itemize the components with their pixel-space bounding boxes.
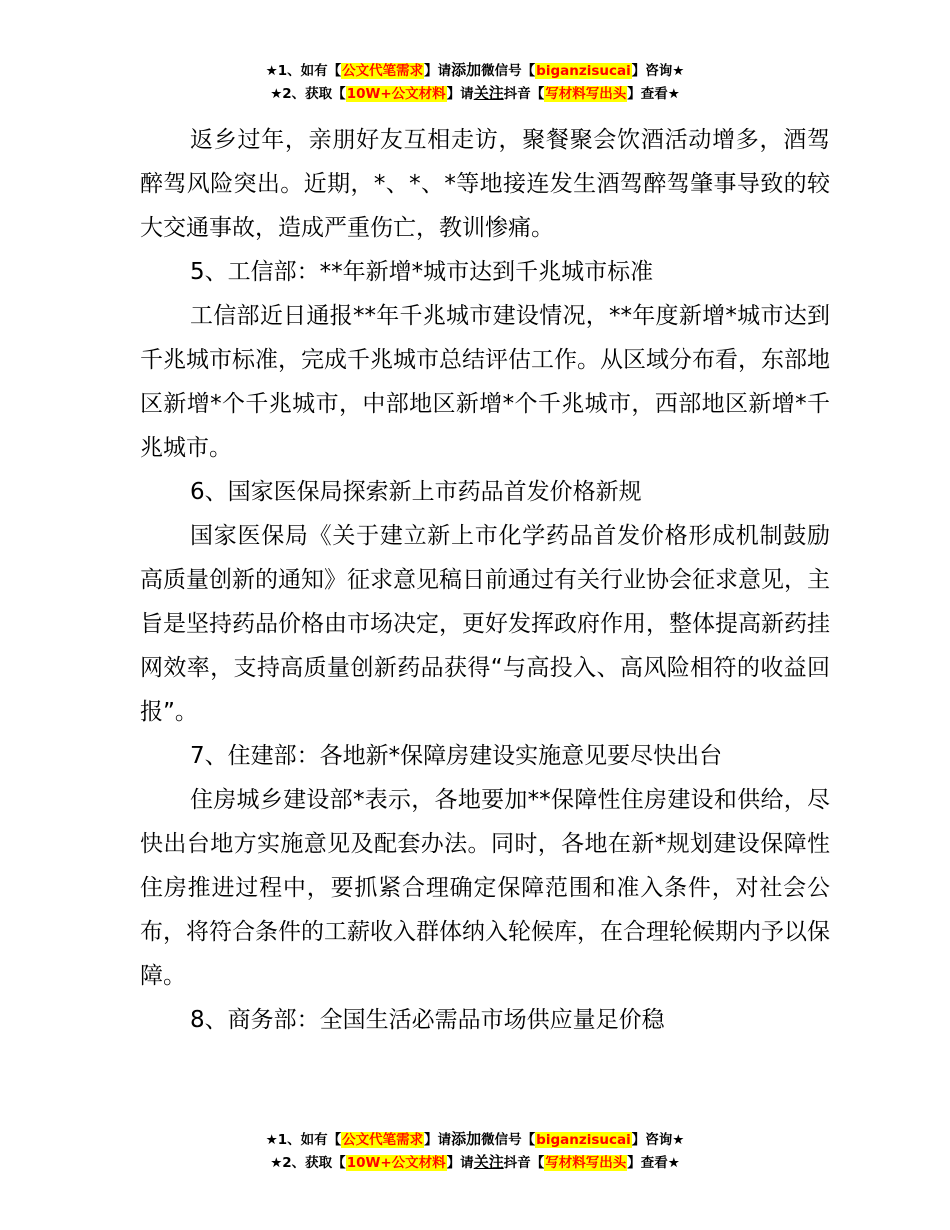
banner-text: ★1、如有【 [265, 63, 342, 79]
highlight-ghostwriting: 公文代笔需求 [342, 1132, 424, 1148]
document-body [140, 118, 830, 1042]
banner-text: 】查看★ [627, 1155, 680, 1171]
banner-text-emphasis: 关注 [473, 1153, 504, 1171]
footer-banner [0, 1128, 950, 1174]
banner-text: 】请 [424, 1132, 452, 1148]
section-heading: 8、商务部：全国生活必需品市场供应量足价稳 [190, 1007, 665, 1033]
banner-text: 抖音【 [503, 1155, 545, 1171]
banner-text: ★2、获取【 [270, 1155, 346, 1171]
banner-text-emphasis: 关注 [473, 84, 504, 102]
highlight-wechat-id: biganzisucai [536, 1132, 631, 1148]
banner-text: ★2、获取【 [270, 86, 346, 102]
banner-text: 】咨询★ [631, 1132, 685, 1148]
banner-text: 微信号【 [481, 1132, 536, 1148]
paragraph: 工信部近日通报**年千兆城市建设情况，**年度新增*城市达到千兆城市标准，完成千兆城市总结评估工作。从区域分布看，东部地区新增*个千兆城市，中部地区新增*个千兆城市，西部地区新增*千兆城市。 [140, 303, 830, 461]
banner-line-2 [0, 1151, 950, 1174]
banner-text: 】查看★ [627, 86, 680, 102]
banner-text: 】咨询★ [631, 63, 685, 79]
banner-text: 抖音【 [503, 86, 545, 102]
section-heading: 5、工信部：**年新增*城市达到千兆城市标准 [190, 259, 654, 285]
highlight-ghostwriting: 公文代笔需求 [342, 63, 424, 79]
banner-text: 】请 [446, 1155, 474, 1171]
paragraph: 国家医保局《关于建立新上市化学药品首发价格形成机制鼓励高质量创新的通知》征求意见稿日前通过有关行业协会征求意见，主旨是坚持药品价格由市场决定，更好发挥政府作用，整体提高新药挂网效率，支持高质量创新药品获得“与高投入、高风险相符的收益回报”。 [140, 523, 830, 725]
paragraph: 住房城乡建设部*表示，各地要加**保障性住房建设和供给，尽快出台地方实施意见及配套办法。同时，各地在新*规划建设保障性住房推进过程中，要抓紧合理确定保障范围和准入条件，对社会公布，将符合条件的工薪收入群体纳入轮候库，在合理轮候期内予以保障。 [140, 787, 830, 989]
banner-text: 微信号【 [481, 63, 536, 79]
banner-text: 】请 [424, 63, 452, 79]
banner-text: 】请 [446, 86, 474, 102]
highlight-materials: 10W+公文材料 [346, 1155, 446, 1171]
paragraph: 返乡过年，亲朋好友互相走访，聚餐聚会饮酒活动增多，酒驾醉驾风险突出。近期，*、*、*等地接连发生酒驾醉驾肇事导致的较大交通事故，造成严重伤亡，教训惨痛。 [140, 127, 830, 241]
highlight-douyin: 写材料写出头 [545, 86, 627, 102]
banner-line-1 [0, 59, 950, 82]
banner-line-1 [0, 1128, 950, 1151]
highlight-douyin: 写材料写出头 [545, 1155, 627, 1171]
banner-text: ★1、如有【 [265, 1132, 342, 1148]
header-banner [0, 59, 950, 105]
highlight-materials: 10W+公文材料 [346, 86, 446, 102]
section-heading: 7、住建部：各地新*保障房建设实施意见要尽快出台 [190, 743, 723, 769]
banner-text-emphasis: 添加 [451, 61, 482, 79]
highlight-wechat-id: biganzisucai [536, 63, 631, 79]
section-heading: 6、国家医保局探索新上市药品首发价格新规 [190, 479, 642, 505]
banner-line-2 [0, 82, 950, 105]
banner-text-emphasis: 添加 [451, 1130, 482, 1148]
